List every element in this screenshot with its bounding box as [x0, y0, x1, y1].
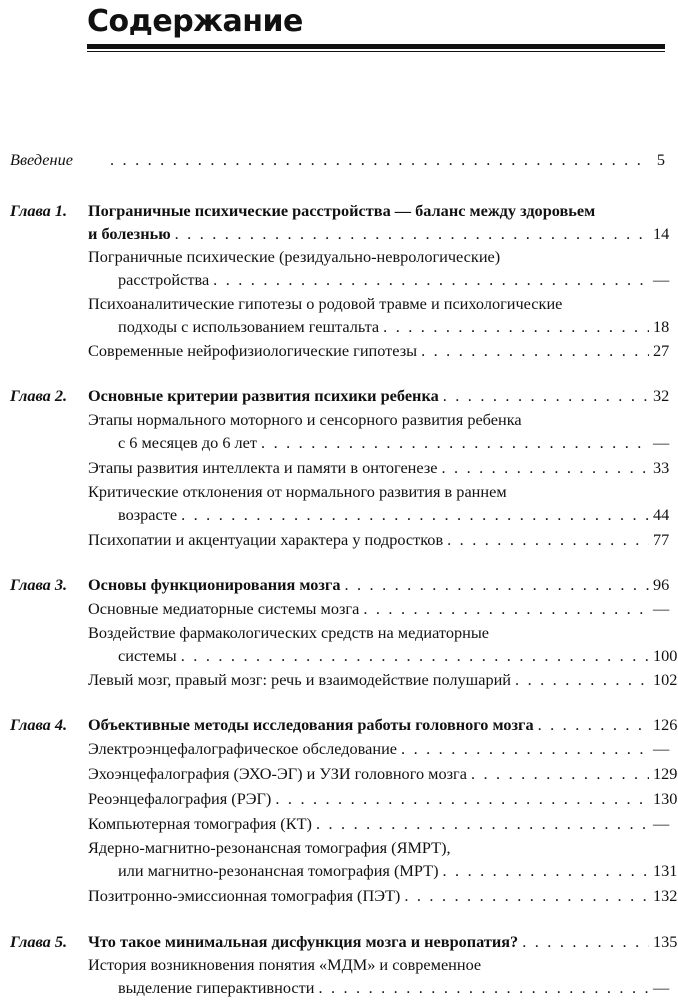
toc-section[interactable] — [0, 789, 678, 811]
section-title: Психоаналитические гипотезы о родовой травме и психологические — [88, 294, 563, 313]
dot-leader — [181, 505, 649, 525]
chapter-1-page: 14 — [653, 224, 670, 243]
section-page: 27 — [653, 341, 670, 360]
section-page: — — [653, 739, 670, 758]
toc-section-cont[interactable] — [0, 270, 678, 292]
dot-leader — [316, 814, 649, 834]
toc-section[interactable] — [0, 955, 678, 977]
dot-leader — [275, 789, 649, 809]
section-page: 44 — [653, 505, 670, 524]
section-title: Современные нейрофизиологические гипотезы — [88, 341, 418, 360]
dot-leader — [318, 978, 649, 998]
section-page: 18 — [653, 317, 670, 336]
intro-label: Введение — [10, 150, 73, 169]
dot-leader — [538, 715, 649, 735]
section-title: Пограничные психические (резидуально-неврологические) — [88, 247, 501, 266]
title-rule-thick — [87, 44, 665, 49]
toc-section[interactable] — [0, 886, 678, 908]
page-title: Содержание — [87, 4, 303, 39]
dot-leader — [515, 670, 649, 690]
chapter-5-label: Глава 5. — [10, 932, 68, 951]
chapter-2-label: Глава 2. — [10, 386, 68, 405]
toc-section[interactable] — [0, 482, 678, 504]
section-page: 33 — [653, 458, 670, 477]
toc-section-cont[interactable] — [0, 433, 678, 455]
toc-section[interactable] — [0, 341, 678, 363]
section-title-cont: подходы с использованием гештальта — [118, 317, 380, 336]
dot-leader — [401, 739, 649, 759]
dot-leader — [441, 458, 649, 478]
dot-leader — [110, 150, 649, 170]
chapter-4-page: 126 — [653, 715, 678, 734]
toc-chapter-2[interactable] — [0, 386, 678, 408]
chapter-5-title: Что такое минимальная дисфункция мозга и невропатия? — [88, 932, 519, 951]
section-page: — — [653, 270, 670, 289]
section-page: — — [653, 814, 670, 833]
section-title: Этапы развития интеллекта и памяти в онтогенезе — [88, 458, 438, 477]
chapter-4-label: Глава 4. — [10, 715, 68, 734]
dot-leader — [471, 764, 649, 784]
section-title: Ядерно-магнитно-резонансная томография (ЯМРТ), — [88, 838, 451, 857]
toc-entry-intro[interactable] — [0, 150, 678, 172]
toc-chapter-4[interactable] — [0, 715, 678, 737]
dot-leader — [344, 575, 649, 595]
section-title: Критические отклонения от нормального развития в раннем — [88, 482, 507, 501]
section-title-cont: или магнитно-резонансная томография (МРТ) — [118, 861, 439, 880]
dot-leader — [443, 861, 649, 881]
section-title: Воздействие фармакологических средств на медиаторные — [88, 623, 489, 642]
section-page: 100 — [653, 646, 678, 665]
toc-section[interactable] — [0, 764, 678, 786]
toc-section-cont[interactable] — [0, 505, 678, 527]
chapter-1-title: Пограничные психические расстройства — баланс между здоровьем — [88, 201, 596, 220]
toc-section-cont[interactable] — [0, 978, 678, 1000]
dot-leader — [363, 599, 649, 619]
chapter-1-label: Глава 1. — [10, 201, 68, 220]
toc-section-cont[interactable] — [0, 317, 678, 339]
section-page: — — [653, 599, 670, 618]
dot-leader — [522, 932, 649, 952]
section-title: Компьютерная томография (КТ) — [88, 814, 312, 833]
section-page: 102 — [653, 670, 678, 689]
toc-section[interactable] — [0, 247, 678, 269]
section-page: 129 — [653, 764, 678, 783]
section-title: Левый мозг, правый мозг: речь и взаимодействие полушарий — [88, 670, 512, 689]
chapter-2-page: 32 — [653, 386, 670, 405]
dot-leader — [443, 386, 649, 406]
dot-leader — [261, 433, 649, 453]
chapter-3-title: Основы функционирования мозга — [88, 575, 341, 594]
chapter-2-title: Основные критерии развития психики ребенка — [88, 386, 439, 405]
section-page: — — [653, 433, 670, 452]
toc-section[interactable] — [0, 410, 678, 432]
section-title: Реоэнцефалография (РЭГ) — [88, 789, 272, 808]
toc-section-cont[interactable] — [0, 646, 678, 668]
toc-section[interactable] — [0, 599, 678, 621]
toc-chapter-5[interactable] — [0, 932, 678, 954]
dot-leader — [181, 646, 649, 666]
chapter-5-page: 135 — [653, 932, 678, 951]
chapter-3-label: Глава 3. — [10, 575, 68, 594]
toc-section[interactable] — [0, 294, 678, 316]
toc-section[interactable] — [0, 458, 678, 480]
section-title: Эхоэнцефалография (ЭХО-ЭГ) и УЗИ головного мозга — [88, 764, 467, 783]
toc-section[interactable] — [0, 814, 678, 836]
dot-leader — [213, 270, 649, 290]
toc-chapter-3[interactable] — [0, 575, 678, 597]
section-title-cont: выделение гиперактивности — [118, 978, 315, 997]
toc-section[interactable] — [0, 670, 678, 692]
chapter-3-page: 96 — [653, 575, 670, 594]
toc-section-cont[interactable] — [0, 861, 678, 883]
intro-page: 5 — [656, 150, 665, 169]
section-page: 77 — [653, 530, 670, 549]
toc-section[interactable] — [0, 739, 678, 761]
section-title: Позитронно-эмиссионная томография (ПЭТ) — [88, 886, 401, 905]
section-title-cont: возрасте — [118, 505, 178, 524]
section-title-cont: расстройства — [118, 270, 210, 289]
section-title: История возникновения понятия «МДМ» и современное — [88, 955, 482, 974]
dot-leader — [404, 886, 649, 906]
section-title-cont: системы — [118, 646, 177, 665]
chapter-4-title: Объективные методы исследования работы головного мозга — [88, 715, 534, 734]
section-title: Электроэнцефалографическое обследование — [88, 739, 398, 758]
section-page: 130 — [653, 789, 678, 808]
toc-section[interactable] — [0, 623, 678, 645]
section-title: Психопатии и акцентуации характера у подростков — [88, 530, 444, 549]
dot-leader — [421, 341, 649, 361]
section-page: — — [653, 978, 670, 997]
title-rule-thin — [87, 51, 665, 52]
dot-leader — [383, 317, 649, 337]
toc-chapter-1-cont[interactable] — [0, 224, 678, 246]
toc-section[interactable] — [0, 838, 678, 860]
section-title-cont: с 6 месяцев до 6 лет — [118, 433, 258, 452]
dot-leader — [447, 530, 649, 550]
chapter-1-title-cont: и болезнью — [88, 224, 171, 243]
section-title: Этапы нормального моторного и сенсорного развития ребенка — [88, 410, 522, 429]
dot-leader — [175, 224, 649, 244]
section-page: 131 — [653, 861, 678, 880]
section-page: 132 — [653, 886, 678, 905]
toc-chapter-1[interactable] — [0, 201, 678, 223]
toc-section[interactable] — [0, 530, 678, 552]
section-title: Основные медиаторные системы мозга — [88, 599, 360, 618]
